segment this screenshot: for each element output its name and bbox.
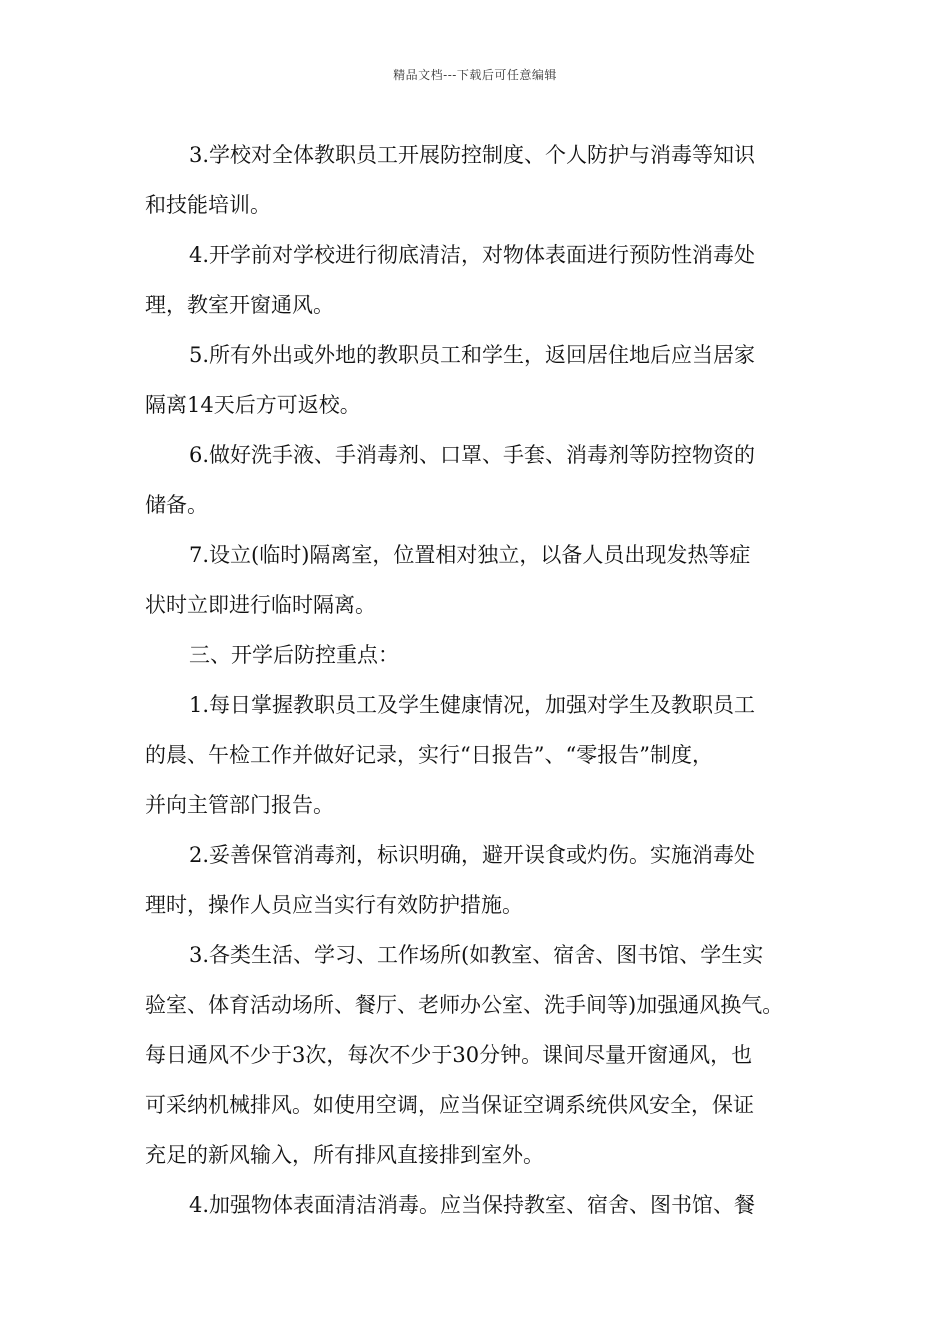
text-line: 3.各类生活、学习、工作场所(如教室、宿舍、图书馆、学生实 — [189, 943, 764, 967]
text-line: 6.做好洗手液、手消毒剂、口罩、手套、消毒剂等防控物资的 — [189, 443, 756, 467]
text-line: 1.每日掌握教职员工及学生健康情况，加强对学生及教职员工 — [189, 693, 756, 717]
text-line: 状时立即进行临时隔离。 — [145, 593, 376, 617]
text-line: 和技能培训。 — [145, 193, 271, 217]
text-line: 每日通风不少于3次，每次不少于30分钟。课间尽量开窗通风，也 — [145, 1043, 753, 1067]
document-body — [145, 130, 810, 1230]
text-line: 4.加强物体表面清洁消毒。应当保持教室、宿舍、图书馆、餐 — [189, 1193, 756, 1217]
text-line: 隔离14天后方可返校。 — [145, 393, 361, 417]
text-line: 可采纳机械排风。如使用空调，应当保证空调系统供风安全，保证 — [145, 1093, 754, 1117]
page-header: 精品文档---下载后可任意编辑 — [393, 68, 557, 82]
text-line: 7.设立(临时)隔离室，位置相对独立，以备人员出现发热等症 — [189, 543, 751, 567]
text-line: 的晨、午检工作并做好记录，实行“日报告”、“零报告”制度， — [145, 743, 713, 767]
text-line: 充足的新风输入，所有排风直接排到室外。 — [145, 1143, 544, 1167]
text-line: 2.妥善保管消毒剂，标识明确，避开误食或灼伤。实施消毒处 — [189, 843, 756, 867]
text-line: 三、开学后防控重点： — [189, 643, 399, 667]
text-line: 理，教室开窗通风。 — [145, 293, 334, 317]
text-line: 验室、体育活动场所、餐厅、老师办公室、洗手间等)加强通风换气。 — [145, 993, 784, 1017]
text-line: 储备。 — [145, 493, 208, 517]
text-line: 并向主管部门报告。 — [145, 793, 334, 817]
text-line: 理时，操作人员应当实行有效防护措施。 — [145, 893, 523, 917]
text-line: 5.所有外出或外地的教职员工和学生，返回居住地后应当居家 — [189, 343, 756, 367]
text-line: 4.开学前对学校进行彻底清洁，对物体表面进行预防性消毒处 — [189, 243, 756, 267]
text-line: 3.学校对全体教职员工开展防控制度、个人防护与消毒等知识 — [189, 143, 756, 167]
